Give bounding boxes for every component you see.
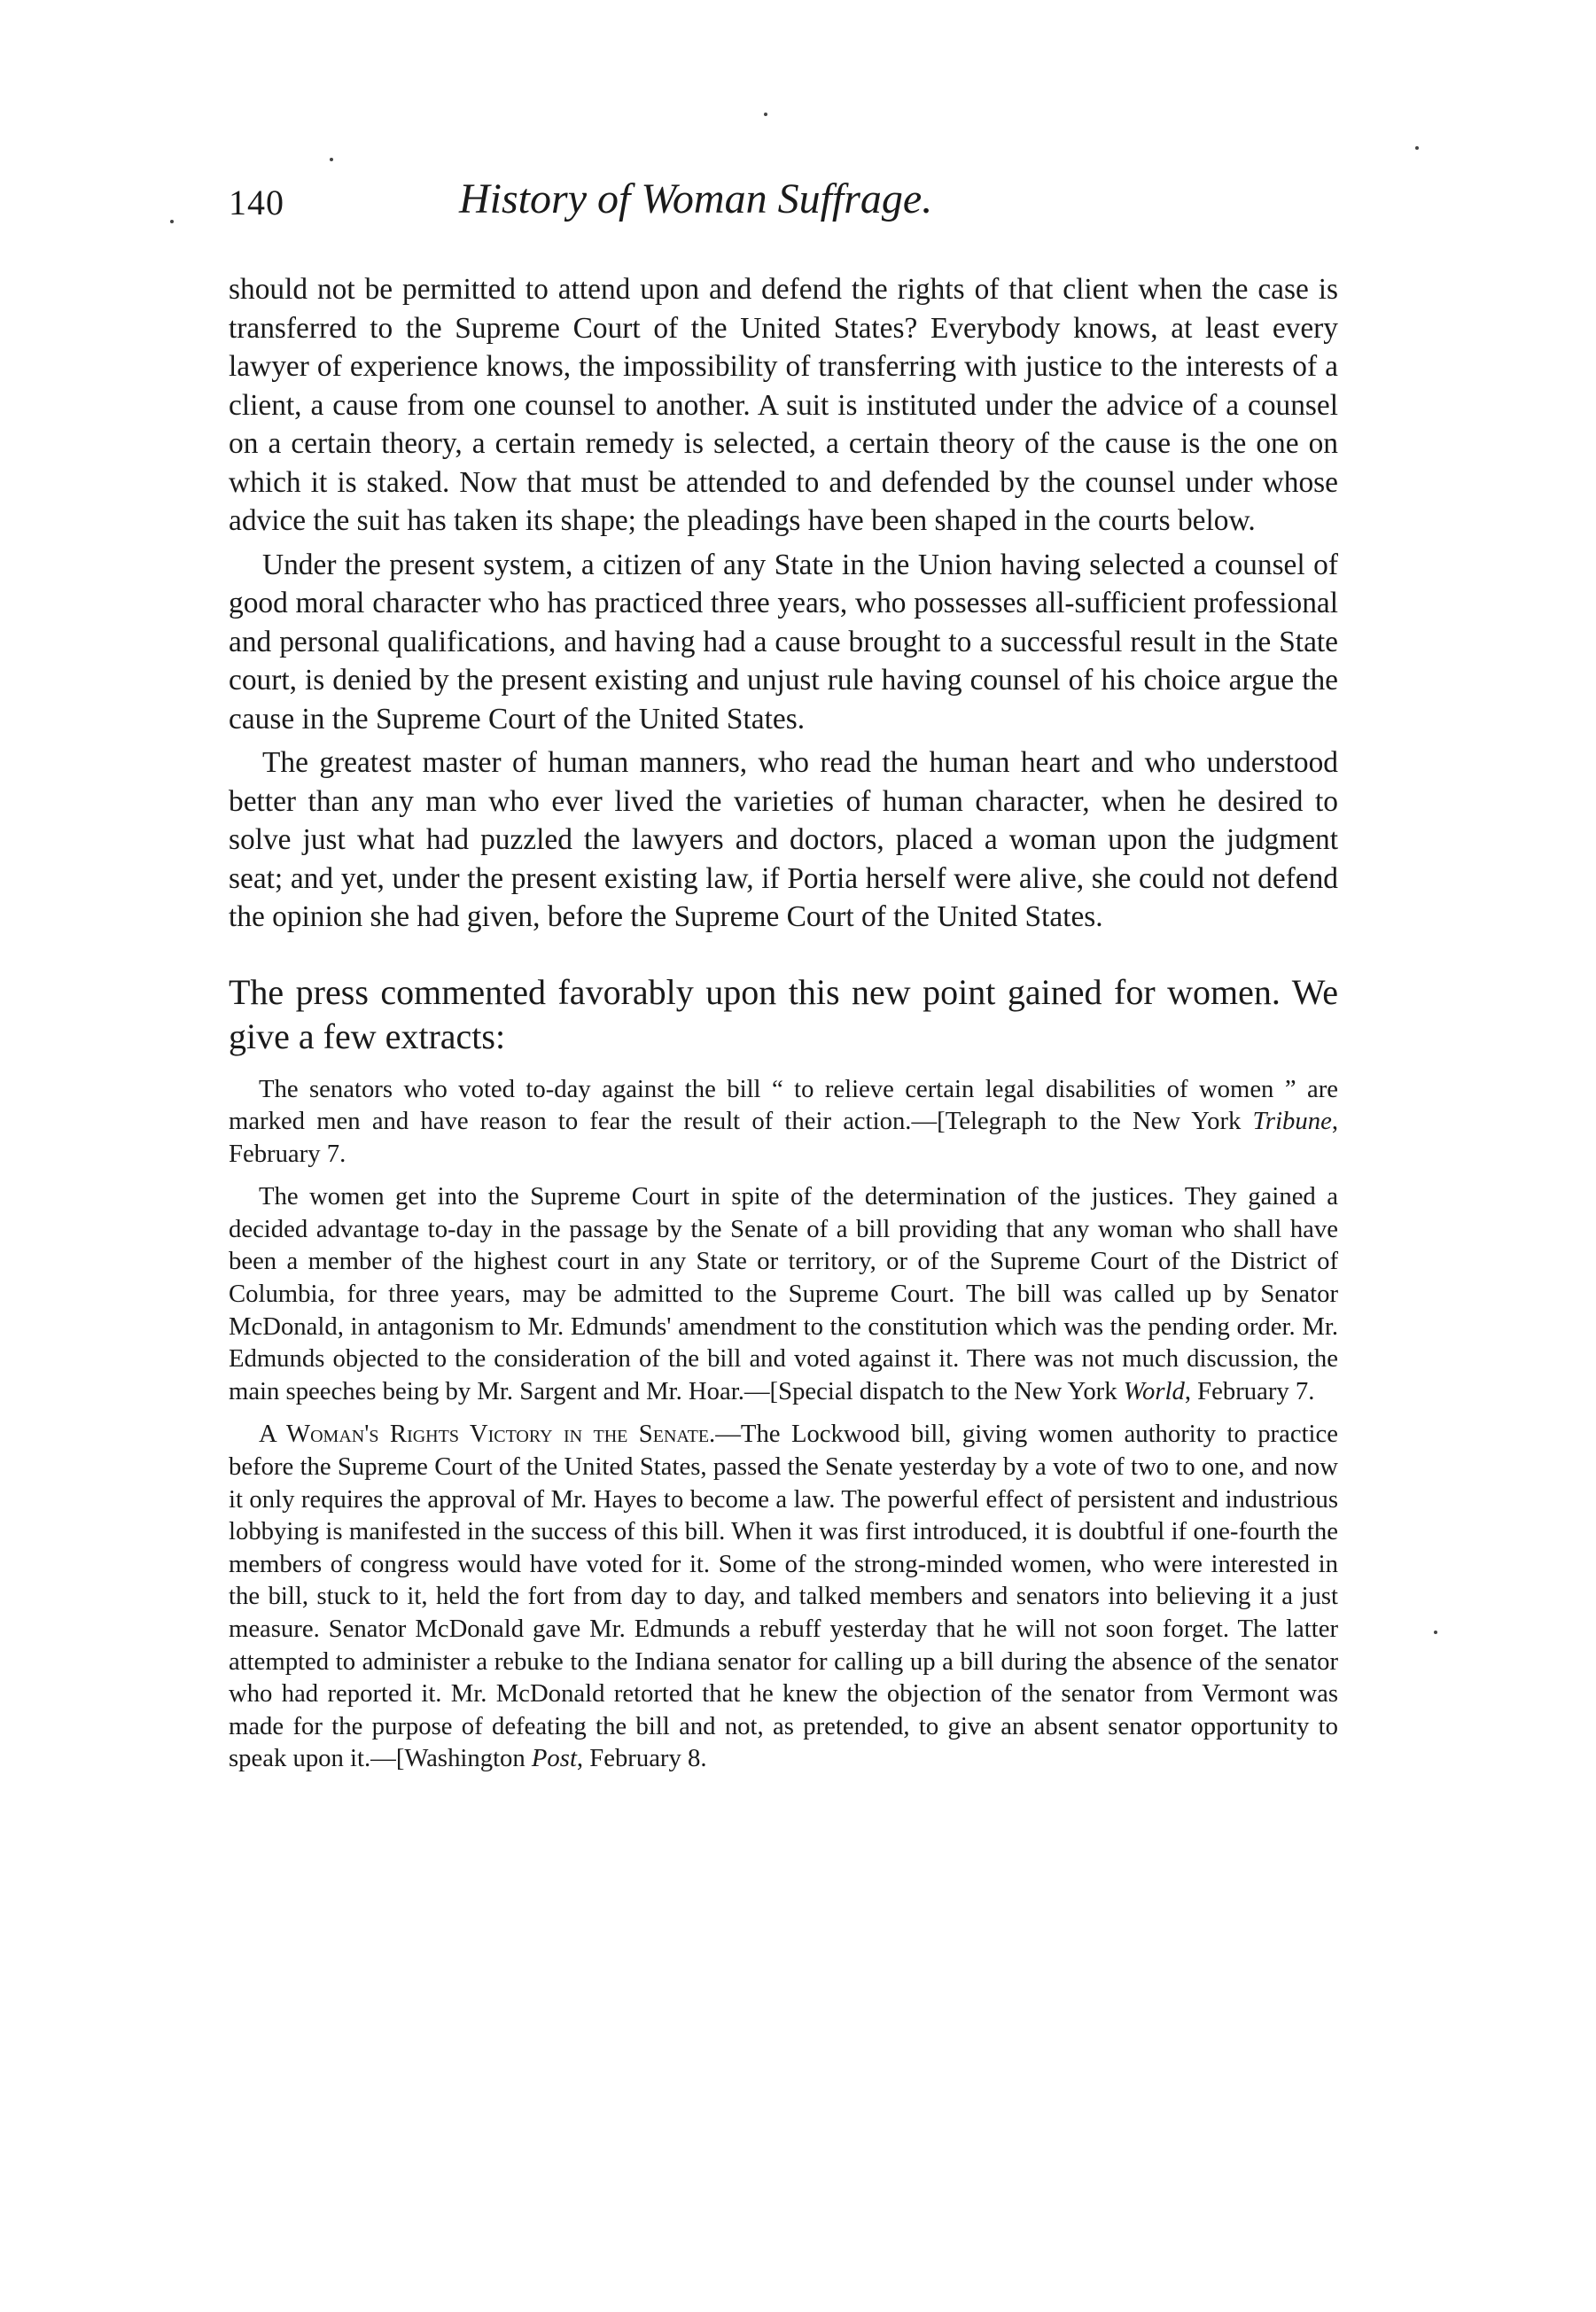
press-extracts	[229, 1073, 1338, 1775]
source-date: , February 8.	[576, 1744, 707, 1773]
paragraph-continuation: should not be permitted to attend upon and defend the rights of that client when the case is transferred to the Supreme Court of the United States? Everybody knows, at least every lawyer of experience knows, the impossibility of transferring with justice to the interests of a client, a cause from one counsel to another. A suit is instituted under the advice of a counsel on a certain theory, a certain remedy is selected, a certain theory of the cause is the one on which it is staked. Now that must be attended to and defended by the counsel under whose advice the suit has taken its shape; the pleadings have been shaped in the courts below.	[229, 273, 1338, 537]
source-name: World	[1123, 1376, 1185, 1405]
print-speck	[1415, 146, 1419, 150]
paragraph-present-system: Under the present system, a citizen of any State in the Union having selected a counsel of good moral character who has practiced three years, who possesses all-sufficient professional and personal qualifications, and having had a cause brought to a successful result in the State court, is denied by the present existing and unjust rule having counsel of his choice argue the cause in the Supreme Court of the United States.	[229, 548, 1338, 736]
extract-text: —The Lockwood bill, giving women authority to practice before the Supreme Court of the United States, passed the Senate yesterday by a vote of two to one, and now it only requires the approval of Mr. Hayes to become a law. The powerful effect of persistent and industrious lobbying is manifested in the success of this bill. When it was first introduced, it is doubtful if one-fourth the members of congress would have voted for it. Some of the strong-minded women, who were interested in the bill, stuck to it, held the fort from day to day, and talked members and senators into believing it a just measure. Senator McDonald gave Mr. Edmunds a rebuff yesterday that he will not soon forget. The latter attempted to administer a rebuke to the Indiana senator for calling up a bill during the absence of the senator who had reported it. Mr. McDonald retorted that he knew the objection of the senator from Vermont was made for the purpose of defeating the bill and not, as pretended, to give an absent senator opportunity to speak upon it.—[Washington	[229, 1420, 1338, 1773]
extract-text: The women get into the Supreme Court in spite of the determination of the justices. They gained a decided advantage to-day in the passage by the Senate of a bill providing that any woman who shall have been a member of the highest court in any State or territory, or of the Supreme Court of the District of Columbia, for three years, may be admitted to the Supreme Court. The bill was called up by Senator McDonald, in antagonism to Mr. Edmunds' amendment to the constitution which was the pending order. Mr. Edmunds objected to the consideration of the bill and voted against it. There was not much discussion, the main speeches being by Mr. Sargent and Mr. Hoar.—[Special dispatch to the New York	[229, 1182, 1338, 1405]
paragraph-portia: The greatest master of human manners, who read the human heart and who understood better than any man who ever lived the varieties of human character, when he desired to solve just what had puzzled the lawyers and doctors, placed a woman upon the judgment seat; and yet, under the present existing law, if Portia herself were alive, she could not defend the opinion she had given, before the Supreme Court of the United States.	[229, 746, 1338, 933]
source-date: , February 7.	[229, 1107, 1338, 1168]
book-page	[229, 175, 1338, 1775]
extract-heading: A Woman's Rights Victory in the Senate.	[259, 1420, 716, 1449]
print-speck	[330, 158, 333, 161]
running-title: History of Woman Suffrage.	[459, 175, 933, 222]
extract-text: The senators who voted to-day against the bill “ to relieve certain legal disabilities of women ” are marked men and have reason to fear the result of their action.—[Telegraph to the New York	[229, 1074, 1338, 1136]
print-speck	[1434, 1631, 1437, 1634]
extract-tribune	[229, 1073, 1338, 1171]
press-intro: The press commented favorably upon this new point gained for women. We give a few extracts:	[229, 971, 1338, 1056]
running-head	[229, 175, 1338, 235]
extract-world	[229, 1180, 1338, 1407]
print-speck	[170, 220, 174, 223]
print-speck	[764, 113, 767, 116]
extract-post	[229, 1418, 1338, 1775]
source-date: , February 7.	[1184, 1376, 1315, 1405]
source-name: Post	[531, 1744, 577, 1773]
source-name: Tribune	[1252, 1107, 1332, 1136]
page-number: 140	[229, 183, 284, 222]
body-text	[229, 270, 1338, 937]
